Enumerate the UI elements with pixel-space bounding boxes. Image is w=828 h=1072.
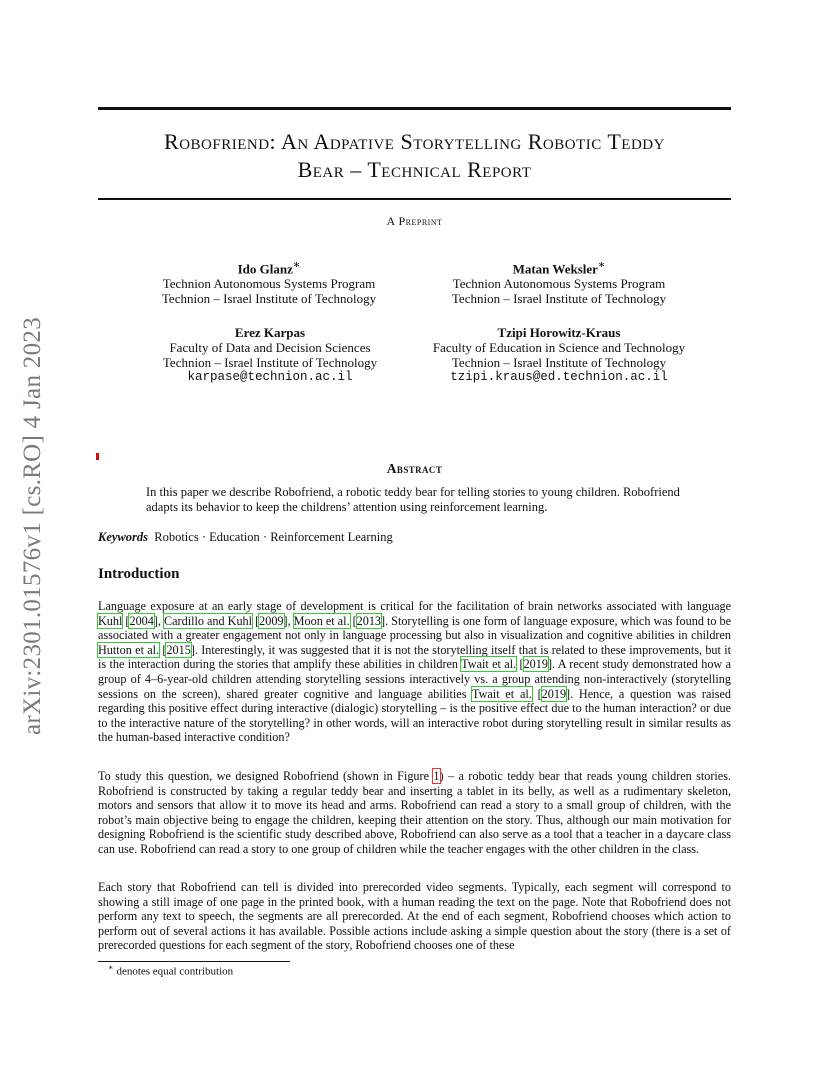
footnote-text: denotes equal contribution: [116, 965, 234, 978]
author-email[interactable]: tzipi.kraus@ed.technion.ac.il: [450, 370, 668, 384]
paper-title: Robofriend: An Adpative Storytelling Robotic Teddy Bear – Technical Report: [164, 129, 665, 182]
author-institution: Technion – Israel Institute of Technology: [451, 355, 667, 370]
author-affiliation: Technion Autonomous Systems Program: [162, 276, 376, 292]
author-name: Tzipi Horowitz-Kraus: [497, 325, 621, 340]
preprint-label: A Preprint: [386, 214, 443, 228]
citation-link[interactable]: 2019: [523, 657, 548, 672]
author-block: Ido Glanz∗ Technion Autonomous Systems Program Technion – Israel Institute of Technology: [140, 258, 398, 306]
citation-link[interactable]: Twait et al.: [472, 686, 532, 701]
citation-link[interactable]: Cardillo and Kuhl: [164, 613, 253, 628]
title-bottom-rule: [98, 198, 731, 200]
author-name: Ido Glanz: [237, 261, 293, 277]
citation-link[interactable]: Kuhl: [98, 613, 123, 628]
keywords-line: [98, 530, 393, 545]
citation-link[interactable]: 2009: [259, 613, 284, 628]
author-block: [125, 325, 415, 385]
author-name: Erez Karpas: [234, 325, 306, 340]
footnote: ∗ denotes equal contribution: [108, 963, 234, 978]
citation-link[interactable]: 2019: [541, 686, 567, 701]
paragraph-3: Each story that Robofriend can tell is divided into prerecorded video segments. Typically, each segment will correspond to showing a still image of one page in the printed book, with a human reading the text on the page. Note that Robofriend does not perform any text to speech, the segments are all prerecorded. At the end of each segment, Robofriend chooses which action to perform out of several actions it has available. Possible actions include asking a simple question about the story (there is a set of prerecorded questions for each segment of the story, Robofriend chooses one of these: [98, 880, 731, 953]
citation-link[interactable]: 2013: [356, 613, 382, 628]
author-institution: Technion – Israel Institute of Technology: [162, 355, 378, 370]
section-heading-introduction: Introduction: [98, 566, 180, 582]
arxiv-identifier: arXiv:2301.01576v1 [cs.RO] 4 Jan 2023: [19, 317, 46, 735]
paragraph-2: To study this question, we designed Robofriend (shown in Figure 1) – a robotic teddy bear that reads young children stories. Robofriend is constructed by taking a regular teddy bear and inserting a tablet in its belly, as well as a rudimentary skeleton, motors and sensors that allow it to move its head and arms. Robofriend can read a story to a small group of children, with the robot’s main objective being to engage the children, keeping their attention on the story. Thus, although our main motivation for designing Robofriend is the scientific study described above, Robofriend can also serve as a tool that a teacher in a daycare class can use. Robofriend can read a story to one group of children while the teacher engages with the other children in the class.: [98, 769, 732, 856]
abstract-heading: Abstract: [386, 461, 443, 476]
citation-link[interactable]: Moon et al.: [293, 613, 350, 628]
keywords-label: Keywords: [98, 530, 148, 544]
arxiv-sidebar-stamp: [18, 296, 48, 756]
author-email[interactable]: karpase@technion.ac.il: [187, 370, 353, 384]
keywords-text: Robotics · Education · Reinforcement Learning: [154, 530, 393, 544]
author-institution: Technion – Israel Institute of Technology: [451, 291, 667, 307]
paragraph-1: Language exposure at an early stage of development is critical for the facilitation of brain networks associated with language Kuhl [2004], Cardillo and Kuhl [2009], Moon et al. [2013]. Storytelling is one form of language exposure, which was found to be associated with a greater engagement not only in language processing but also in visualization and cognitive abilities in children Hutton et al. [2015]. Interestingly, it was suggested that it is not the storytelling itself that is related to these improvements, but it is the interaction during the stories that amplify these abilities in children Twait et al. [2019]. A recent study demonstrated how a group of 4–6-year-old children attending storytelling sessions interactively vs. a group attending non-interactively (storytelling sessions on the screen), shared greater cognitive and language abilities Twait et al. [2019]. Hence, a question was raised regarding this positive effect during interactive (dialogic) storytelling – is the positive effect due to the human interaction? or due to the interactive nature of the storytelling? in other words, will an interactive robot during storytelling result in similar results as the human-based interactive condition?: [98, 599, 731, 745]
citation-link[interactable]: Hutton et al.: [98, 642, 160, 657]
citation-link[interactable]: 2015: [166, 642, 191, 657]
author-block: [405, 325, 713, 385]
abstract-text: In this paper we describe Robofriend, a robotic teddy bear for telling stories to young children. Robofriend adapts its behavior to keep the childrens’ attention using reinforcement learning.: [146, 485, 680, 514]
author-affiliation: Technion Autonomous Systems Program: [452, 276, 666, 292]
author-affiliation: Faculty of Education in Science and Technology: [432, 340, 686, 355]
link-marker: [96, 453, 99, 460]
footnote-rule: [98, 961, 290, 962]
author-institution: Technion – Israel Institute of Technology: [161, 291, 377, 307]
author-affiliation: Faculty of Data and Decision Sciences: [169, 340, 371, 355]
author-name: Matan Weksler: [512, 261, 598, 277]
author-block: Matan Weksler∗ Technion Autonomous Systems Program Technion – Israel Institute of Technology: [430, 258, 688, 306]
citation-link[interactable]: Twait et al.: [461, 657, 517, 672]
figure-reference-link[interactable]: 1: [433, 769, 440, 783]
citation-link[interactable]: 2004: [129, 613, 154, 628]
title-top-rule: [98, 107, 731, 110]
